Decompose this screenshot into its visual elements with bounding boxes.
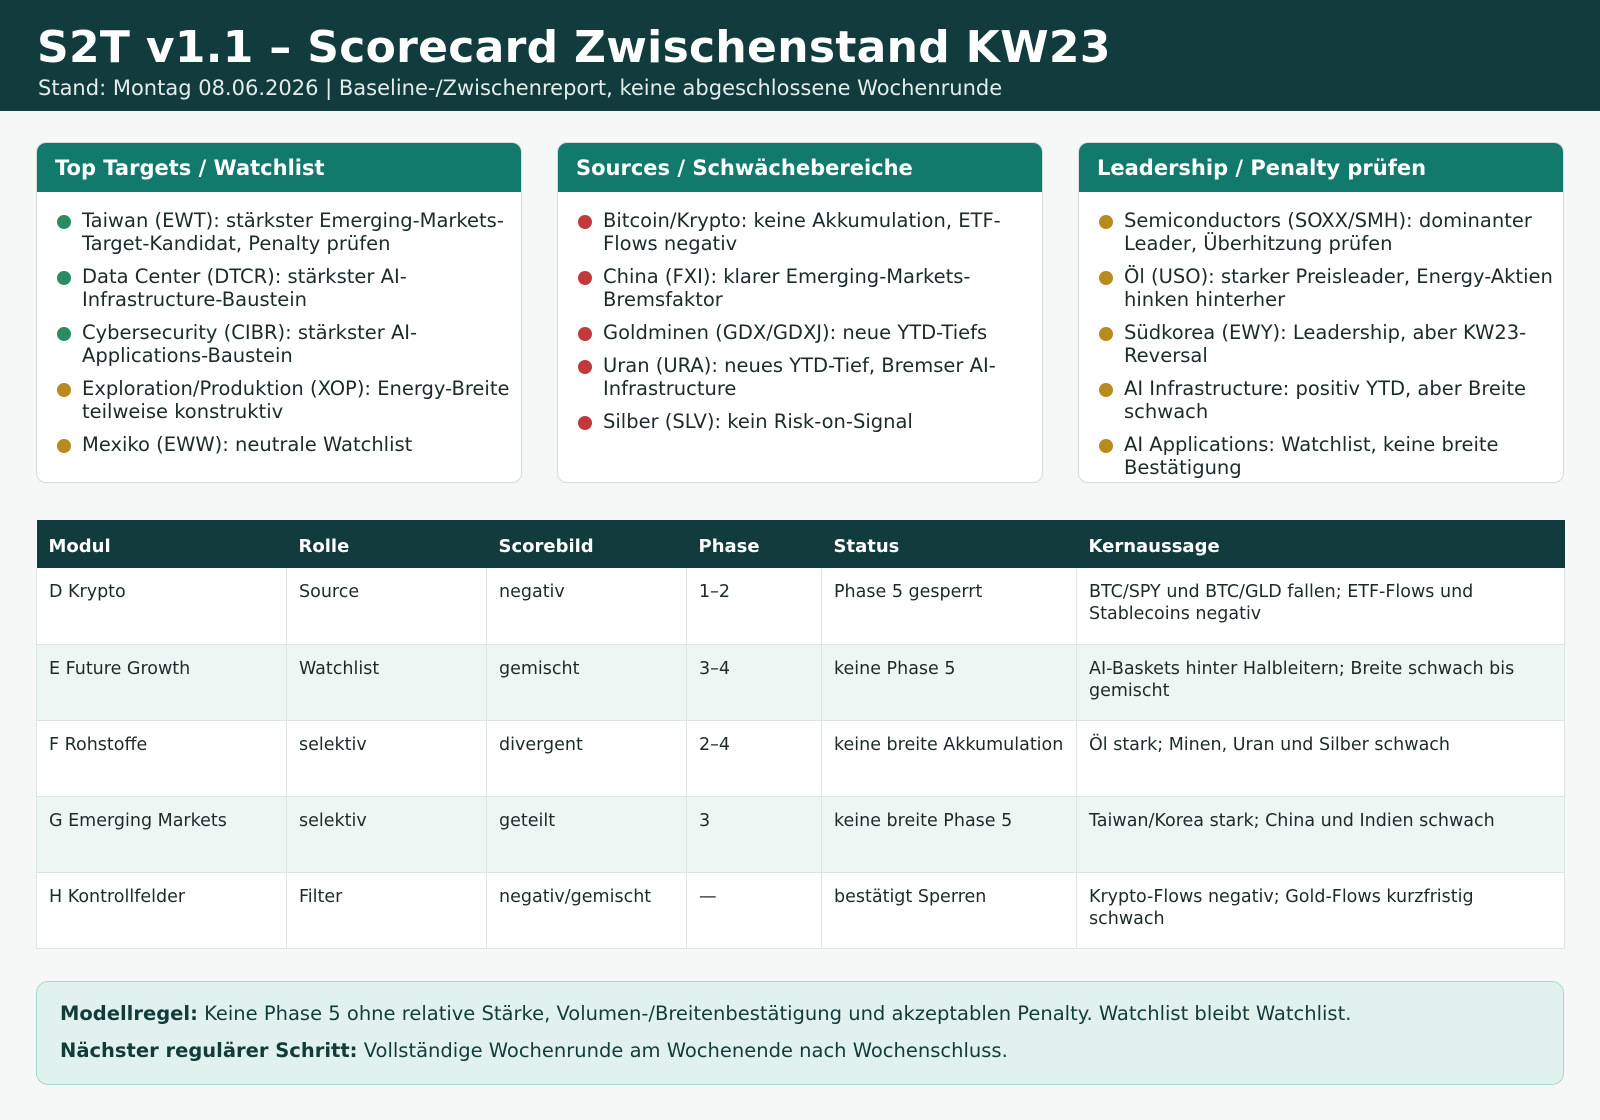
table-cell: Taiwan/Korea stark; China und Indien schwach [1077,796,1565,872]
list-item-text: Data Center (DTCR): stärkster AI-Infrastructure-Baustein [82,265,407,311]
page-header [0,0,1600,111]
column-header-modul: Modul [37,520,287,568]
column-header-kernaussage: Kernaussage [1077,520,1565,568]
model-rule-text: Keine Phase 5 ohne relative Stärke, Volumen-/Breitenbestätigung und akzeptablen Penalty. Watchlist bleibt Watchlist. [204,1002,1352,1025]
table-cell: selektiv [287,720,487,796]
status-dot-icon [57,215,71,229]
table-row [37,720,1565,796]
status-dot-icon [57,439,71,453]
table-header-row [37,520,1565,568]
list-item [576,265,1034,311]
card-list [37,192,521,456]
next-step-label: Nächster regulärer Schritt: [60,1039,358,1062]
list-item [55,321,513,367]
list-item-text: Exploration/Produktion (XOP): Energy-Breite teilweise konstruktiv [82,377,510,423]
table-row [37,872,1565,948]
page-title: S2T v1.1 – Scorecard Zwischenstand KW23 [37,22,1111,73]
table-row [37,644,1565,720]
page-subtitle: Stand: Montag 08.06.2026 | Baseline-/Zwischenreport, keine abgeschlossene Wochenrunde [38,76,1003,100]
list-item [576,410,1034,433]
table-cell: selektiv [287,796,487,872]
card-title: Sources / Schwächebereiche [558,143,1042,192]
table-cell: Source [287,568,487,644]
status-dot-icon [1099,215,1113,229]
table-cell: 1–2 [687,568,822,644]
model-rule-label: Modellregel: [60,1002,198,1025]
list-item-text: China (FXI): klarer Emerging-Markets-Bremsfaktor [603,265,971,311]
table-cell: geteilt [487,796,687,872]
model-rule-note [36,981,1564,1085]
table-cell: Phase 5 gesperrt [822,568,1077,644]
table-cell: BTC/SPY und BTC/GLD fallen; ETF-Flows und Stablecoins negativ [1077,568,1565,644]
list-item-text: AI Applications: Watchlist, keine breite Bestätigung [1124,433,1499,479]
column-header-scorebild: Scorebild [487,520,687,568]
table-cell: gemischt [487,644,687,720]
list-item [1097,209,1555,255]
list-item-text: Taiwan (EWT): stärkster Emerging-Markets-Target-Kandidat, Penalty prüfen [82,209,504,255]
list-item-text: AI Infrastructure: positiv YTD, aber Breite schwach [1124,377,1526,423]
table-cell: negativ [487,568,687,644]
status-dot-icon [1099,271,1113,285]
list-item [576,321,1034,344]
list-item-text: Uran (URA): neues YTD-Tief, Bremser AI-Infrastructure [603,354,996,400]
model-rule-line [60,1002,1351,1025]
list-item-text: Bitcoin/Krypto: keine Akkumulation, ETF-Flows negativ [603,209,1001,255]
list-item-text: Silber (SLV): kein Risk-on-Signal [603,410,913,433]
column-header-status: Status [822,520,1077,568]
list-item [55,377,513,423]
table-cell: negativ/gemischt [487,872,687,948]
status-dot-icon [578,416,592,430]
status-dot-icon [1099,383,1113,397]
card-leadership [1078,142,1564,483]
list-item [1097,433,1555,479]
list-item-text: Südkorea (EWY): Leadership, aber KW23-Reversal [1124,321,1527,367]
list-item [55,265,513,311]
status-dot-icon [57,327,71,341]
table-cell: F Rohstoffe [37,720,287,796]
table-cell: keine Phase 5 [822,644,1077,720]
list-item [1097,321,1555,367]
status-dot-icon [1099,327,1113,341]
list-item-text: Semiconductors (SOXX/SMH): dominanter Leader, Überhitzung prüfen [1124,209,1532,255]
list-item [576,209,1034,255]
table-cell: Öl stark; Minen, Uran und Silber schwach [1077,720,1565,796]
next-step-text: Vollständige Wochenrunde am Wochenende nach Wochenschluss. [363,1039,1008,1062]
list-item-text: Öl (USO): starker Preisleader, Energy-Aktien hinken hinterher [1124,265,1553,311]
list-item-text: Mexiko (EWW): neutrale Watchlist [82,433,413,456]
status-dot-icon [57,271,71,285]
table-cell: keine breite Akkumulation [822,720,1077,796]
table-cell: G Emerging Markets [37,796,287,872]
card-list [558,192,1042,433]
card-title: Top Targets / Watchlist [37,143,521,192]
list-item [1097,377,1555,423]
table-cell: Krypto-Flows negativ; Gold-Flows kurzfristig schwach [1077,872,1565,948]
list-item-text: Goldminen (GDX/GDXJ): neue YTD-Tiefs [603,321,988,344]
card-list [1079,192,1563,479]
card-sources [557,142,1043,483]
table-cell: keine breite Phase 5 [822,796,1077,872]
list-item [576,354,1034,400]
table-cell: 3–4 [687,644,822,720]
table-cell: 3 [687,796,822,872]
table-cell: AI-Baskets hinter Halbleitern; Breite schwach bis gemischt [1077,644,1565,720]
table-cell: bestätigt Sperren [822,872,1077,948]
next-step-line [60,1039,1008,1062]
status-dot-icon [578,271,592,285]
status-dot-icon [57,383,71,397]
list-item [1097,265,1555,311]
table-row [37,796,1565,872]
card-title: Leadership / Penalty prüfen [1079,143,1563,192]
status-dot-icon [578,327,592,341]
table-cell: E Future Growth [37,644,287,720]
table-cell: divergent [487,720,687,796]
table-cell: — [687,872,822,948]
list-item [55,209,513,255]
table-cell: Filter [287,872,487,948]
list-item-text: Cybersecurity (CIBR): stärkster AI-Applications-Baustein [82,321,418,367]
card-top-targets [36,142,522,483]
table-cell: Watchlist [287,644,487,720]
column-header-rolle: Rolle [287,520,487,568]
status-dot-icon [578,215,592,229]
table-row [37,568,1565,644]
column-header-phase: Phase [687,520,822,568]
status-dot-icon [1099,439,1113,453]
table-cell: 2–4 [687,720,822,796]
table-cell: H Kontrollfelder [37,872,287,948]
list-item [55,433,513,456]
table-cell: D Krypto [37,568,287,644]
module-table [36,520,1565,949]
status-dot-icon [578,360,592,374]
